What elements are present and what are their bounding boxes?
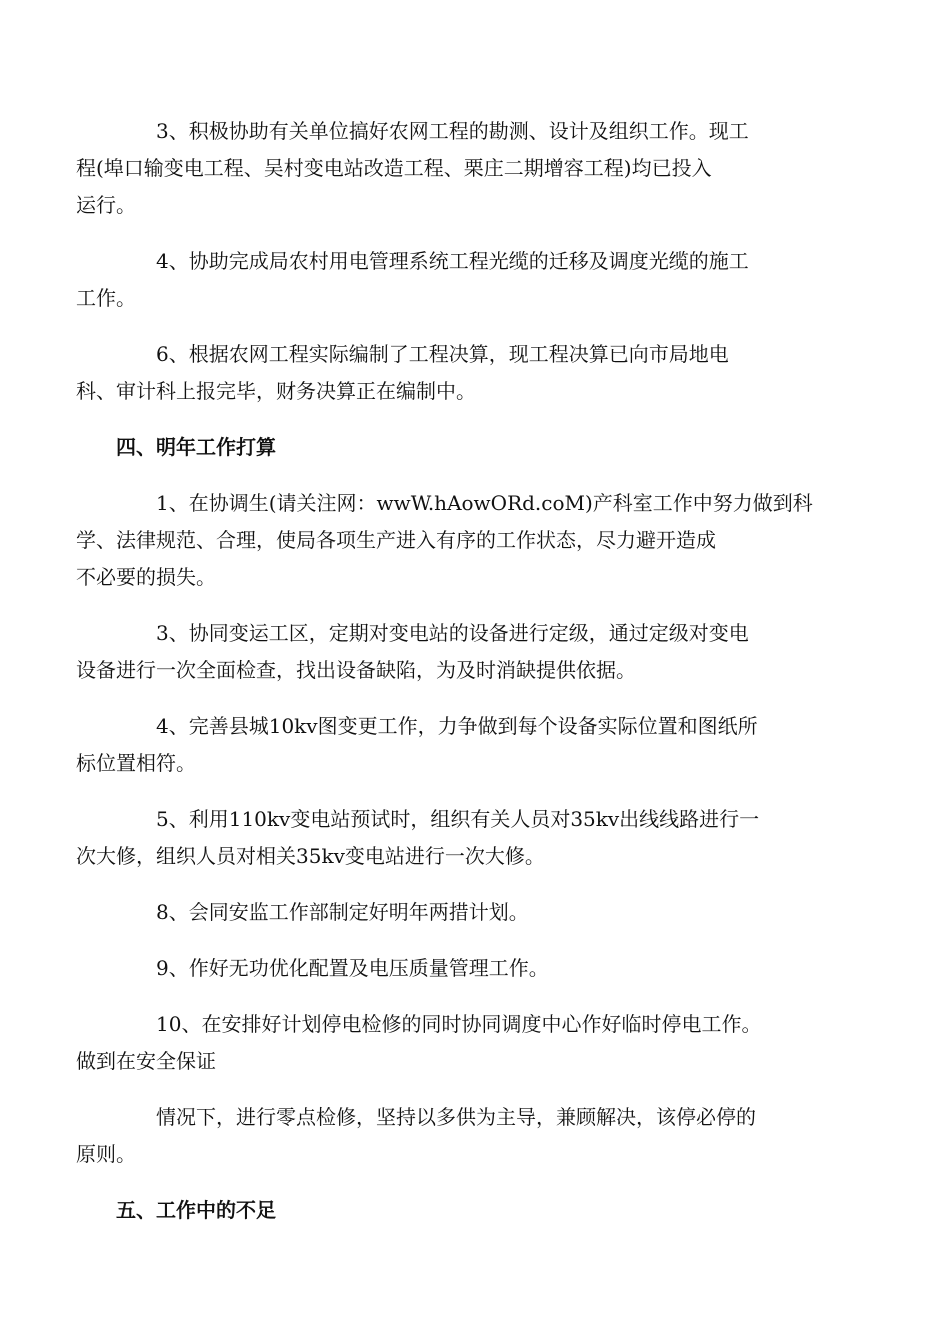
text-line: 做到在安全保证 [76, 1049, 216, 1073]
paragraph-item-3-survey [76, 113, 834, 224]
text-line: 4、协助完成局农村用电管理系统工程光缆的迁移及调度光缆的施工 [156, 249, 749, 273]
section-heading-shortcomings: 五、工作中的不足 [116, 1198, 276, 1222]
document-body [76, 113, 834, 1248]
text-line: 不必要的损失。 [76, 565, 216, 589]
text-line: 9、作好无功优化配置及电压质量管理工作。 [156, 956, 549, 980]
text-line: 情况下，进行零点检修，坚持以多供为主导，兼顾解决，该停必停的 [156, 1105, 756, 1129]
paragraph-plan-3 [76, 615, 834, 689]
text-line: 1、在协调生(请关注网：wwW.hAowORd.coM)产科室工作中努力做到科 [156, 491, 813, 515]
text-line: 运行。 [76, 193, 136, 217]
paragraph-plan-8 [116, 894, 834, 931]
text-line: 6、根据农网工程实际编制了工程决算，现工程决算已向市局地电 [156, 342, 729, 366]
text-line: 5、利用110kv变电站预试时，组织有关人员对35kv出线线路进行一 [156, 807, 760, 831]
paragraph-plan-5 [76, 801, 834, 875]
text-line: 10、在安排好计划停电检修的同时协同调度中心作好临时停电工作。 [156, 1012, 762, 1036]
text-line: 科、审计科上报完毕，财务决算正在编制中。 [76, 379, 476, 403]
text-line: 设备进行一次全面检查，找出设备缺陷，为及时消缺提供依据。 [76, 658, 636, 682]
paragraph-item-4-cable [76, 243, 834, 317]
text-line: 标位置相符。 [76, 751, 196, 775]
text-line: 4、完善县城10kv图变更工作，力争做到每个设备实际位置和图纸所 [156, 714, 758, 738]
paragraph-plan-10-continued [76, 1099, 834, 1173]
text-line: 工作。 [76, 286, 136, 310]
text-line: 3、积极协助有关单位搞好农网工程的勘测、设计及组织工作。现工 [156, 119, 749, 143]
paragraph-plan-1 [76, 485, 834, 596]
section-heading-plan: 四、明年工作打算 [116, 435, 276, 459]
text-line: 8、会同安监工作部制定好明年两措计划。 [156, 900, 529, 924]
paragraph-item-6-settlement [76, 336, 834, 410]
paragraph-plan-10 [76, 1006, 834, 1080]
text-line: 程(埠口输变电工程、吴村变电站改造工程、栗庄二期增容工程)均已投入 [76, 156, 712, 180]
text-line: 原则。 [76, 1142, 136, 1166]
text-line: 次大修，组织人员对相关35kv变电站进行一次大修。 [76, 844, 545, 868]
text-line: 3、协同变运工区，定期对变电站的设备进行定级，通过定级对变电 [156, 621, 749, 645]
paragraph-plan-9 [116, 950, 834, 987]
text-line: 学、法律规范、合理，使局各项生产进入有序的工作状态，尽力避开造成 [76, 528, 716, 552]
paragraph-plan-4 [76, 708, 834, 782]
